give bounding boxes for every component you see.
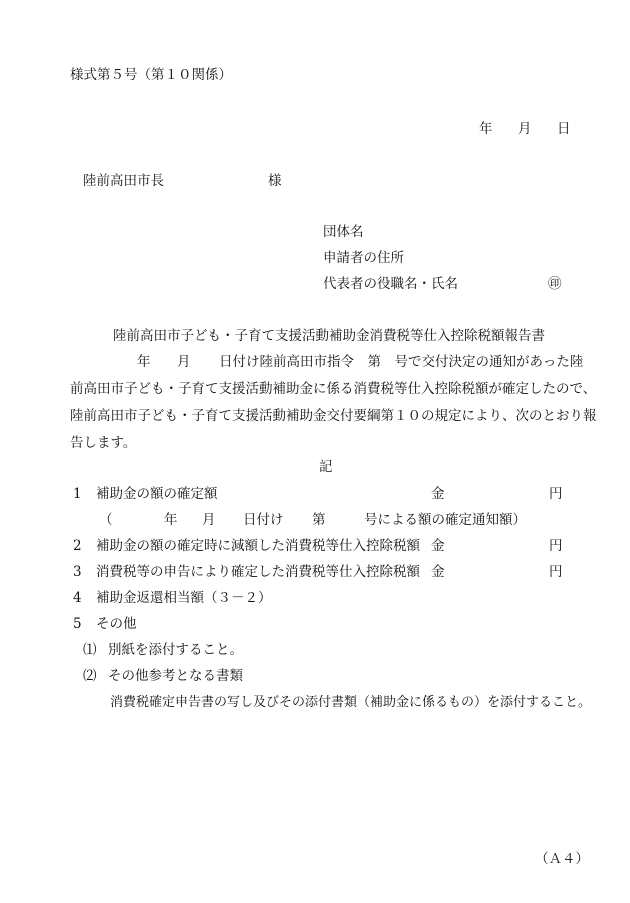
org-name-label: 団体名 bbox=[323, 224, 364, 240]
sub-item-1-number: ⑴ bbox=[83, 642, 97, 658]
notice-no: 第 bbox=[312, 512, 326, 528]
item-3-label: 消費税等の申告により確定した消費税等仕入控除税額 bbox=[96, 564, 420, 580]
notice-date: 日付け bbox=[243, 512, 284, 528]
notice-month: 月 bbox=[202, 512, 216, 528]
representative-label: 代表者の役職名・氏名 bbox=[323, 276, 458, 292]
item-1-label: 補助金の額の確定額 bbox=[96, 486, 218, 502]
notice-year: 年 bbox=[164, 512, 178, 528]
document-title: 陸前高田市子ども・子育て支援活動補助金消費税等仕入控除税額報告書 bbox=[113, 328, 545, 344]
body-line-2: 前高田市子ども・子育て支援活動補助金に係る消費税等仕入控除税額が確定したので、 bbox=[70, 381, 597, 397]
date-day: 日 bbox=[557, 121, 571, 137]
paper-size-label: （Ａ４） bbox=[535, 851, 589, 867]
item-5-label: その他 bbox=[96, 616, 137, 632]
addressee-honorific: 様 bbox=[268, 173, 282, 189]
notice-rest: 号による額の確定通知額） bbox=[364, 512, 526, 528]
sub-item-2-label: その他参考となる書類 bbox=[108, 668, 243, 684]
item-2-label: 補助金の額の確定時に減額した消費税等仕入控除税額 bbox=[96, 538, 420, 554]
body-line-1: 日付け陸前高田市指令 第 号で交付決定の通知があった陸 bbox=[219, 354, 584, 370]
ki-heading: 記 bbox=[319, 459, 333, 475]
item-3-yen: 円 bbox=[549, 564, 563, 580]
item-1-kin: 金 bbox=[431, 486, 445, 502]
item-2-yen: 円 bbox=[549, 538, 563, 554]
body-year: 年 bbox=[137, 354, 151, 370]
item-2-kin: 金 bbox=[431, 538, 445, 554]
item-4-label: 補助金返還相当額（３－２） bbox=[96, 590, 272, 606]
date-month: 月 bbox=[518, 121, 532, 137]
body-line-3: 陸前高田市子ども・子育て支援活動補助金交付要綱第１０の規定により、次のとおり報 bbox=[70, 408, 597, 424]
attachment-note: 消費税確定申告書の写し及びその添付書類（補助金に係るもの）を添付すること。 bbox=[110, 695, 592, 710]
form-number: 様式第５号（第１０関係） bbox=[70, 67, 232, 83]
item-3-number: 3 bbox=[73, 564, 82, 580]
addressee-name: 陸前高田市長 bbox=[83, 173, 164, 189]
item-4-number: 4 bbox=[73, 590, 82, 606]
applicant-address-label: 申請者の住所 bbox=[323, 250, 404, 266]
item-1-yen: 円 bbox=[549, 486, 563, 502]
seal-mark: ㊞ bbox=[548, 276, 562, 292]
item-5-number: 5 bbox=[73, 616, 82, 632]
body-month: 月 bbox=[177, 354, 191, 370]
notice-open-paren: （ bbox=[99, 512, 113, 528]
item-3-kin: 金 bbox=[431, 564, 445, 580]
sub-item-1-label: 別紙を添付すること。 bbox=[108, 642, 243, 658]
body-line-4: 告します。 bbox=[70, 435, 137, 451]
sub-item-2-number: ⑵ bbox=[83, 668, 97, 684]
date-year: 年 bbox=[479, 121, 493, 137]
item-1-number: 1 bbox=[73, 486, 82, 502]
item-2-number: 2 bbox=[73, 538, 82, 554]
